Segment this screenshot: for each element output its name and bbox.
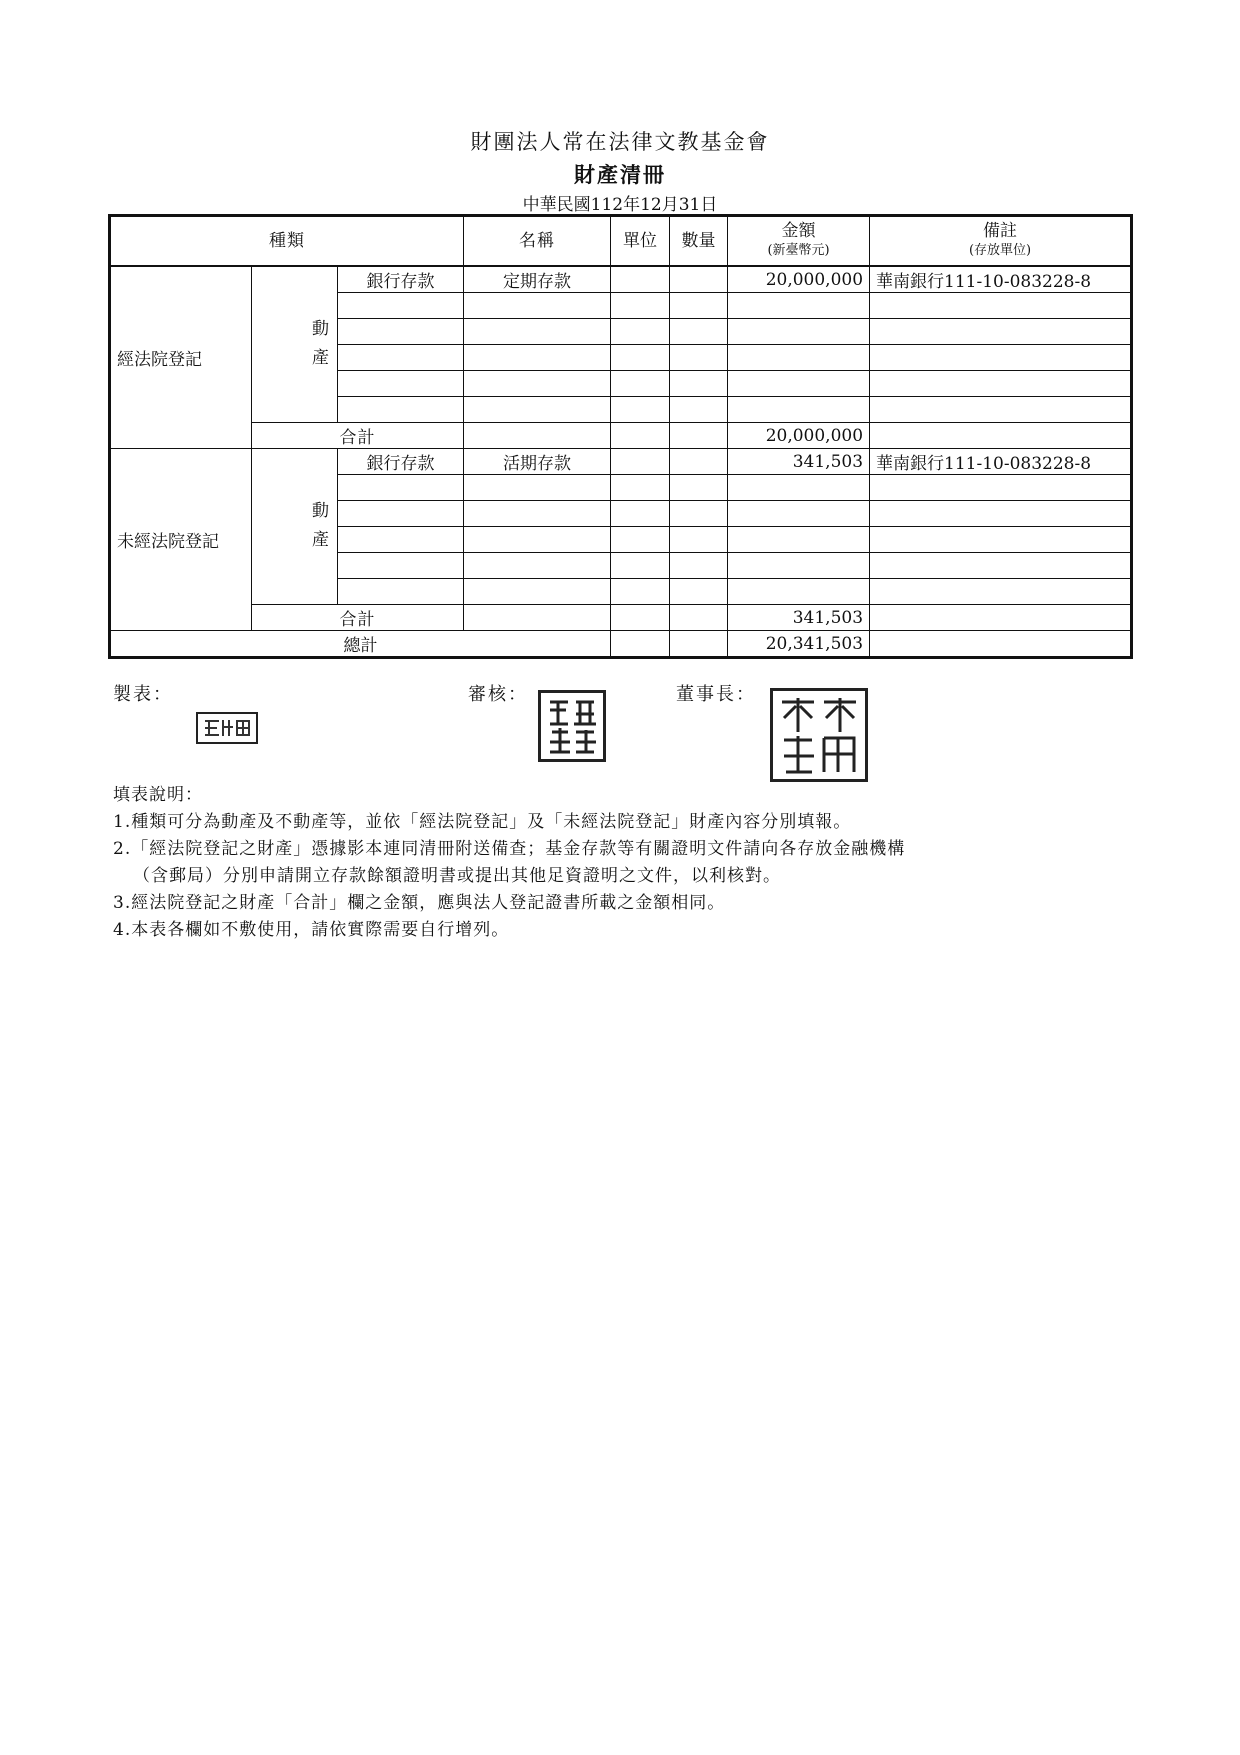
item-remark: 華南銀行111-10-083228-8 <box>870 266 1132 293</box>
note-3: 3.經法院登記之財產「合計」欄之金額，應與法人登記證書所載之金額相同。 <box>113 893 726 913</box>
preparer-seal-icon <box>196 712 258 744</box>
chairman-label: 董事長： <box>676 684 756 705</box>
note-1: 1.種類可分為動產及不動產等，並依「經法院登記」及「未經法院登記」財產內容分別填報。 <box>113 812 852 832</box>
notes-title: 填表說明： <box>113 785 203 805</box>
section-label-unregistered: 未經法院登記 <box>110 449 252 631</box>
asset-type-unregistered: 動產 <box>252 449 338 605</box>
subtotal-label: 合計 <box>252 423 464 449</box>
item-amount: 341,503 <box>728 449 870 475</box>
subtotal-row <box>110 605 1132 631</box>
subtotal-amount: 20,000,000 <box>728 423 870 449</box>
col-remark <box>870 216 1132 267</box>
item-category: 銀行存款 <box>338 266 464 293</box>
note-2a: 2.「經法院登記之財產」憑據影本連同清冊附送備查；基金存款等有關證明文件請向各存放金融機構 <box>113 839 906 859</box>
item-category: 銀行存款 <box>338 449 464 475</box>
col-remark-label: 備註 <box>983 221 1018 241</box>
col-amount <box>728 216 870 267</box>
table-row <box>110 266 1132 293</box>
section-label-registered: 經法院登記 <box>110 266 252 449</box>
item-name: 活期存款 <box>464 449 611 475</box>
doc-date: 中華民國112年12月31日 <box>522 195 718 215</box>
note-4: 4.本表各欄如不敷使用，請依實際需要自行增列。 <box>113 920 510 940</box>
grand-total-amount: 20,341,503 <box>728 631 870 658</box>
col-qty: 數量 <box>670 216 728 267</box>
col-unit: 單位 <box>611 216 670 267</box>
col-category: 種類 <box>110 216 464 267</box>
reviewer-seal-icon <box>538 690 606 762</box>
preparer-label: 製表： <box>113 684 173 705</box>
org-name: 財團法人常在法律文教基金會 <box>470 130 770 154</box>
col-remark-sub: (存放單位) <box>968 243 1032 258</box>
col-name: 名稱 <box>464 216 611 267</box>
item-name: 定期存款 <box>464 266 611 293</box>
notes-section <box>113 782 1123 944</box>
item-remark: 華南銀行111-10-083228-8 <box>870 449 1132 475</box>
subtotal-label: 合計 <box>252 605 464 631</box>
subtotal-row <box>110 423 1132 449</box>
table-header-row <box>110 216 1132 267</box>
asset-type-registered: 動產 <box>252 266 338 423</box>
subtotal-amount: 341,503 <box>728 605 870 631</box>
doc-title: 財產清冊 <box>574 162 666 187</box>
reviewer-label: 審核： <box>468 684 528 705</box>
grand-total-row <box>110 631 1132 658</box>
col-amount-sub: (新臺幣元) <box>767 243 830 258</box>
chairman-seal-icon <box>770 688 868 782</box>
grand-total-label: 總計 <box>110 631 611 658</box>
item-amount: 20,000,000 <box>728 266 870 293</box>
note-2b: （含郵局）分別申請開立存款餘額證明書或提出其他足資證明之文件，以利核對。 <box>133 866 781 886</box>
col-amount-label: 金額 <box>781 221 816 241</box>
table-row <box>110 449 1132 475</box>
asset-table <box>108 214 1133 659</box>
